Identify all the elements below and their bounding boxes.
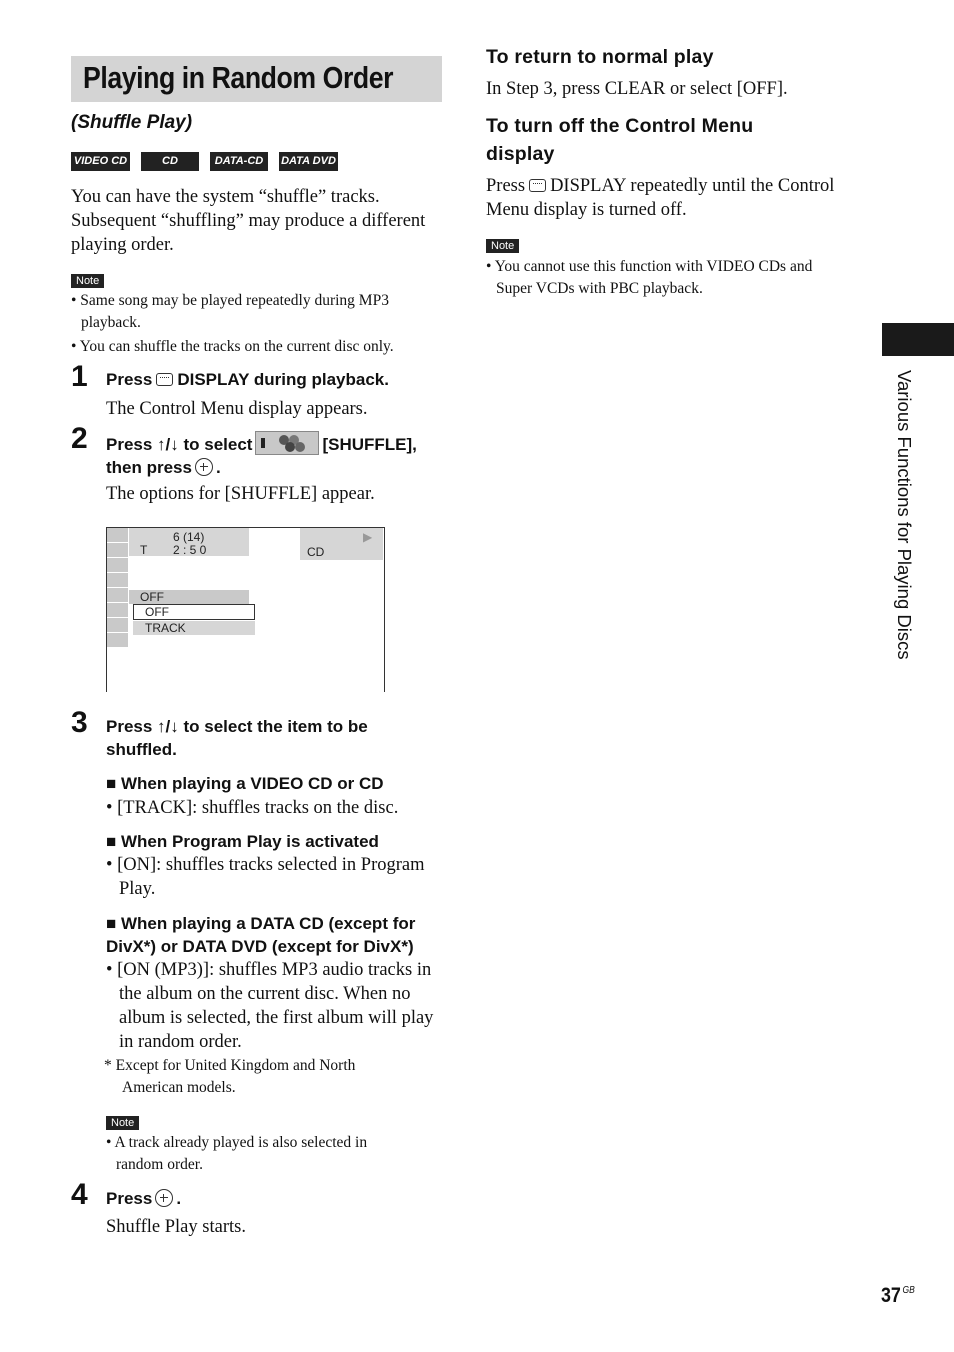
intro-text: You can have the system “shuffle” tracks. Subsequent “shuffling” may produce a different playing order. [71,187,426,255]
sub-heading-data-disc: ■ When playing a DATA CD (except for DivX*) or DATA DVD (except for DivX*) [106,914,416,956]
title-banner [71,56,442,102]
track-count: 6 (14) [173,530,205,544]
step-number-2: 2 [71,422,88,455]
control-menu-display [106,527,385,692]
shuffle-option-off[interactable]: OFF [133,604,255,620]
enter-button-icon [195,458,213,476]
disc-type: CD [307,545,325,559]
step2-body: The options for [SHUFFLE] appear. [106,484,375,504]
turn-off-menu-text: Press DISPLAY repeatedly until the Control Menu display is turned off. [486,176,835,220]
step-number-1: 1 [71,360,88,393]
return-normal-text: In Step 3, press CLEAR or select [OFF]. [486,79,788,99]
heading-turn-off-menu: To turn off the Control Menu display [486,115,754,165]
note-label: Note [106,1116,139,1130]
badge-data-dvd: DATA DVD [279,152,338,171]
note-label: Note [71,274,104,288]
disc-info-panel [300,528,383,560]
badge-data-cd: DATA-CD [210,152,268,171]
menu-icon-cell [107,588,128,603]
page-number: 37 $^{GB}$ [881,1284,915,1307]
display-button-icon [156,373,173,386]
menu-icon-cell [107,618,128,633]
section-side-label: Various Functions for Playing Discs [894,370,915,660]
page-title: Playing in Random Order [83,60,394,95]
track-label: T [140,543,148,557]
enter-button-icon [155,1189,173,1207]
step4-body: Shuffle Play starts. [106,1217,246,1237]
menu-icon-cell [107,528,128,543]
page-subtitle: (Shuffle Play) [71,112,193,133]
note-label: Note [486,239,519,253]
shuffle-current-setting: OFF [129,590,249,604]
play-time: 2 : 5 0 [173,543,207,557]
step1-body: The Control Menu display appears. [106,399,368,419]
step1-heading: Press DISPLAY during playback. [106,370,389,389]
menu-icon-cell [107,543,128,558]
sub1-items: • [TRACK]: shuffles tracks on the disc. [106,798,399,818]
play-status-icon: ▶ [363,530,373,544]
section-tab [882,323,954,356]
step3-heading: Press ↑/↓ to select the item to be shuffled. [106,717,368,759]
shuffle-icon [255,431,319,455]
heading-return-normal: To return to normal play [486,46,714,68]
menu-icon-cell [107,603,128,618]
menu-icon-cell [107,633,128,648]
step4-heading: Press . [106,1189,182,1208]
badge-cd: CD [141,152,199,171]
step2-heading: Press ↑/↓ to select [SHUFFLE], then press . [106,431,446,479]
step-number-4: 4 [71,1178,88,1211]
track-info-panel [129,528,249,556]
right-note: • You cannot use this function with VIDEO CDs and Super VCDs with PBC playback. [486,258,813,297]
footnote: * Except for United Kingdom and North American models. [104,1057,356,1096]
sub-heading-video-cd: ■ When playing a VIDEO CD or CD [106,774,384,793]
shuffle-option-track[interactable]: TRACK [133,621,255,635]
sub3-items: • [ON (MP3)]: shuffles MP3 audio tracks in the album on the current disc. When no album is selected, the first album will play in random order. [106,960,434,1052]
step-number-3: 3 [71,706,88,739]
badge-video-cd: VIDEO CD [71,152,130,171]
menu-icon-cell [107,558,128,573]
note-list: • Same song may be played repeatedly during MP3 playback. • You can shuffle the tracks on the current disc only. [71,292,394,355]
display-button-icon [529,179,546,192]
sub-heading-program-play: ■ When Program Play is activated [106,832,379,851]
step3-note: • A track already played is also selected in random order. [106,1134,368,1173]
sub2-items: • [ON]: shuffles tracks selected in Program Play. [106,855,425,899]
menu-icon-cell [107,573,128,588]
